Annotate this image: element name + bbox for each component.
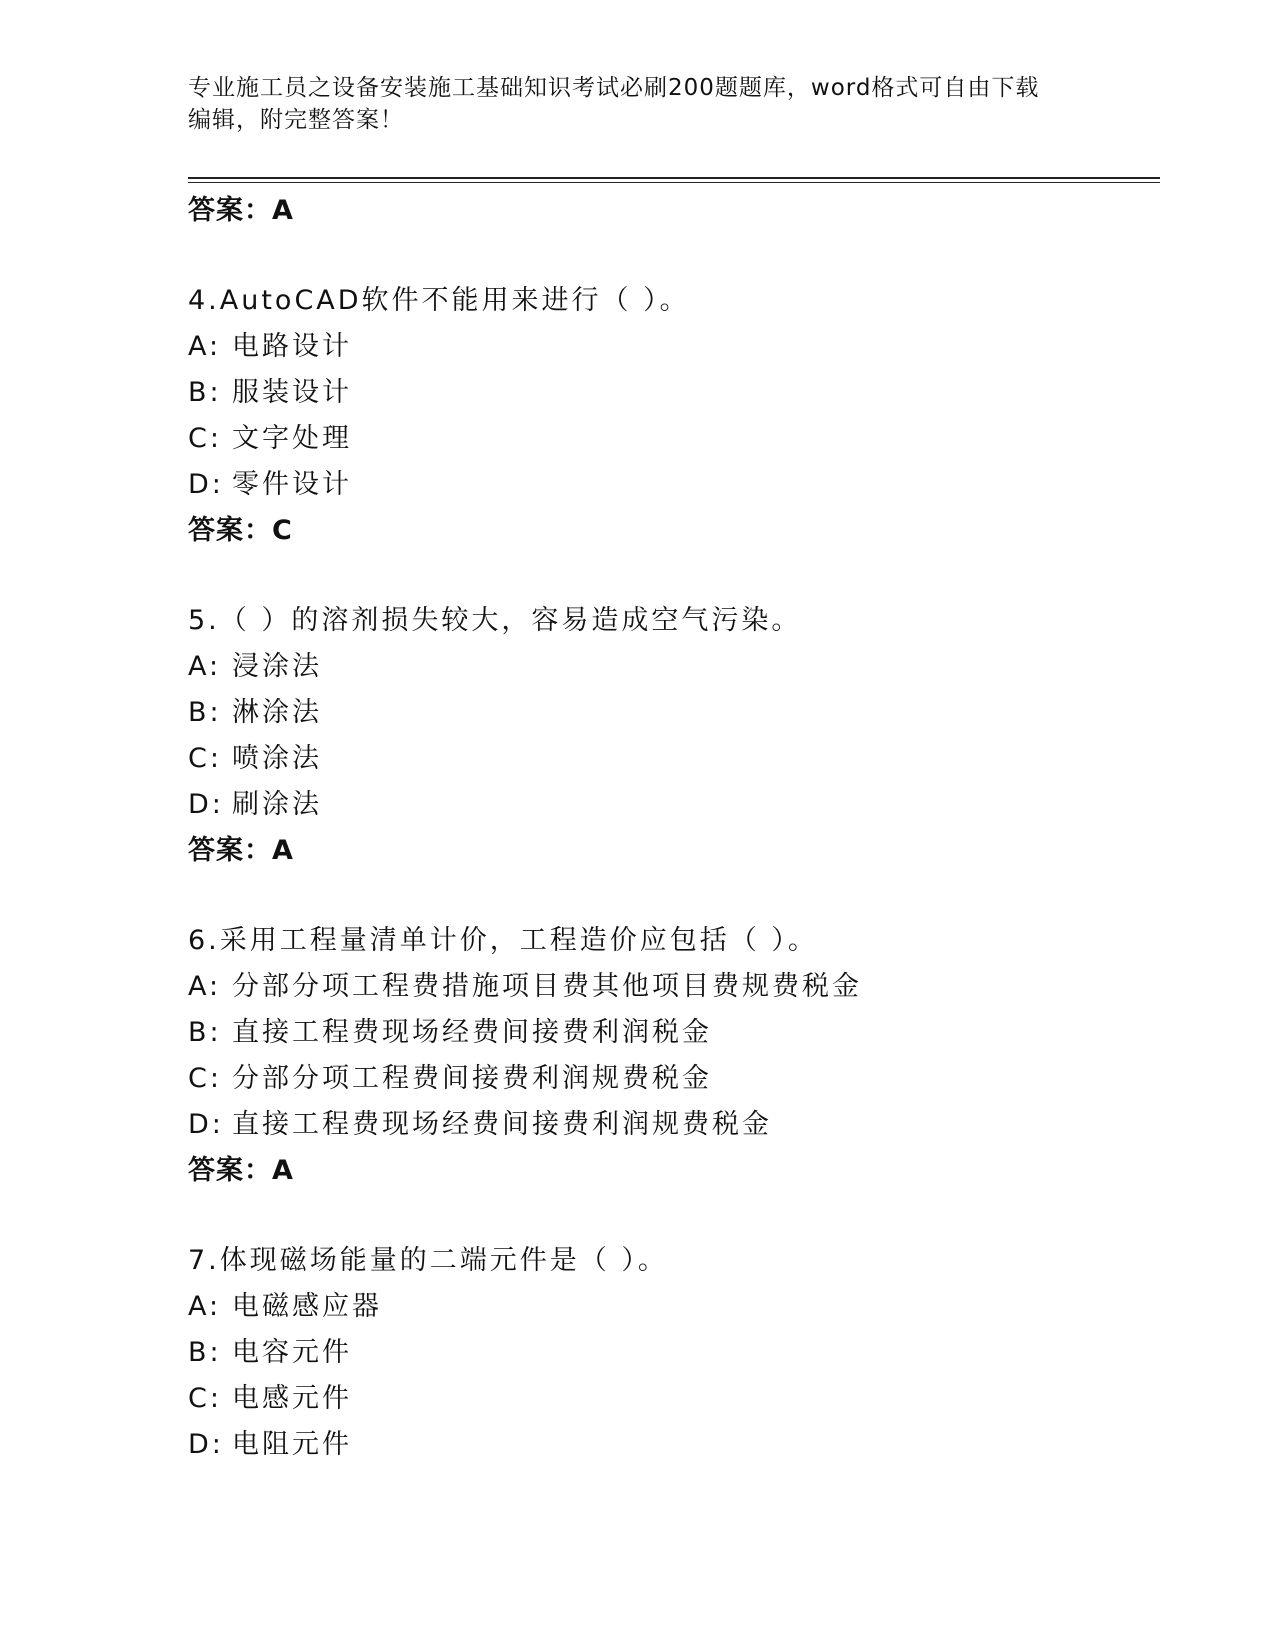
option-text: 分部分项工程费措施项目费其他项目费规费税金 [232,971,862,1002]
spacer [188,1194,1168,1238]
option-letter: A: [188,971,222,1002]
option-letter: D: [188,1109,224,1140]
option-text: 电感元件 [232,1383,352,1414]
option-text: 服装设计 [232,377,352,408]
answer-line: 答案：A [188,835,294,866]
option-a [188,964,1168,1010]
option-letter: B: [188,377,222,408]
header-divider-thick [188,177,1160,179]
option-d [188,1422,1168,1468]
question-text: 4.AutoCAD软件不能用来进行（ ）。 [188,285,690,316]
question-block [188,918,1168,1194]
option-text: 直接工程费现场经费间接费利润规费税金 [232,1109,772,1140]
option-c [188,1056,1168,1102]
spacer [188,554,1168,598]
option-text: 电磁感应器 [232,1291,382,1322]
option-text: 浸涂法 [232,651,322,682]
spacer [188,234,1168,278]
option-letter: C: [188,423,222,454]
option-text: 电阻元件 [232,1429,352,1460]
option-letter: A: [188,651,222,682]
question-text: 6.采用工程量清单计价，工程造价应包括（ ）。 [188,925,818,956]
option-c [188,1376,1168,1422]
spacer [188,874,1168,918]
option-a [188,324,1168,370]
option-letter: D: [188,469,224,500]
option-letter: C: [188,1063,222,1094]
answer-line: 答案：A [188,195,294,226]
option-letter: C: [188,1383,222,1414]
option-letter: D: [188,789,224,820]
option-letter: B: [188,697,222,728]
question-text: 5.（ ）的溶剂损失较大，容易造成空气污染。 [188,605,802,636]
header-line-2: 编辑，附完整答案！ [188,107,404,133]
header-divider-thin [188,182,1160,183]
answer-line: 答案：C [188,515,293,546]
option-text: 零件设计 [232,469,352,500]
document-header [188,72,1088,136]
option-letter: A: [188,1291,222,1322]
option-letter: B: [188,1337,222,1368]
option-b [188,370,1168,416]
option-b [188,690,1168,736]
question-text: 7.体现磁场能量的二端元件是（ ）。 [188,1245,668,1276]
option-d [188,462,1168,508]
option-c [188,416,1168,462]
option-text: 刷涂法 [232,789,322,820]
option-letter: C: [188,743,222,774]
option-text: 分部分项工程费间接费利润规费税金 [232,1063,712,1094]
option-text: 直接工程费现场经费间接费利润税金 [232,1017,712,1048]
option-c [188,736,1168,782]
option-letter: D: [188,1429,224,1460]
option-b [188,1010,1168,1056]
option-d [188,1102,1168,1148]
option-a [188,644,1168,690]
option-text: 电路设计 [232,331,352,362]
option-text: 文字处理 [232,423,352,454]
question-block [188,278,1168,554]
question-block [188,598,1168,874]
option-d [188,782,1168,828]
question-list [188,188,1168,1468]
option-text: 喷涂法 [232,743,322,774]
option-text: 淋涂法 [232,697,322,728]
question-block [188,1238,1168,1468]
answer-line: 答案：A [188,1155,294,1186]
option-letter: B: [188,1017,222,1048]
header-line-1: 专业施工员之设备安装施工基础知识考试必刷200题题库，word格式可自由下载 [188,75,1040,101]
option-b [188,1330,1168,1376]
option-text: 电容元件 [232,1337,352,1368]
option-letter: A: [188,331,222,362]
option-a [188,1284,1168,1330]
